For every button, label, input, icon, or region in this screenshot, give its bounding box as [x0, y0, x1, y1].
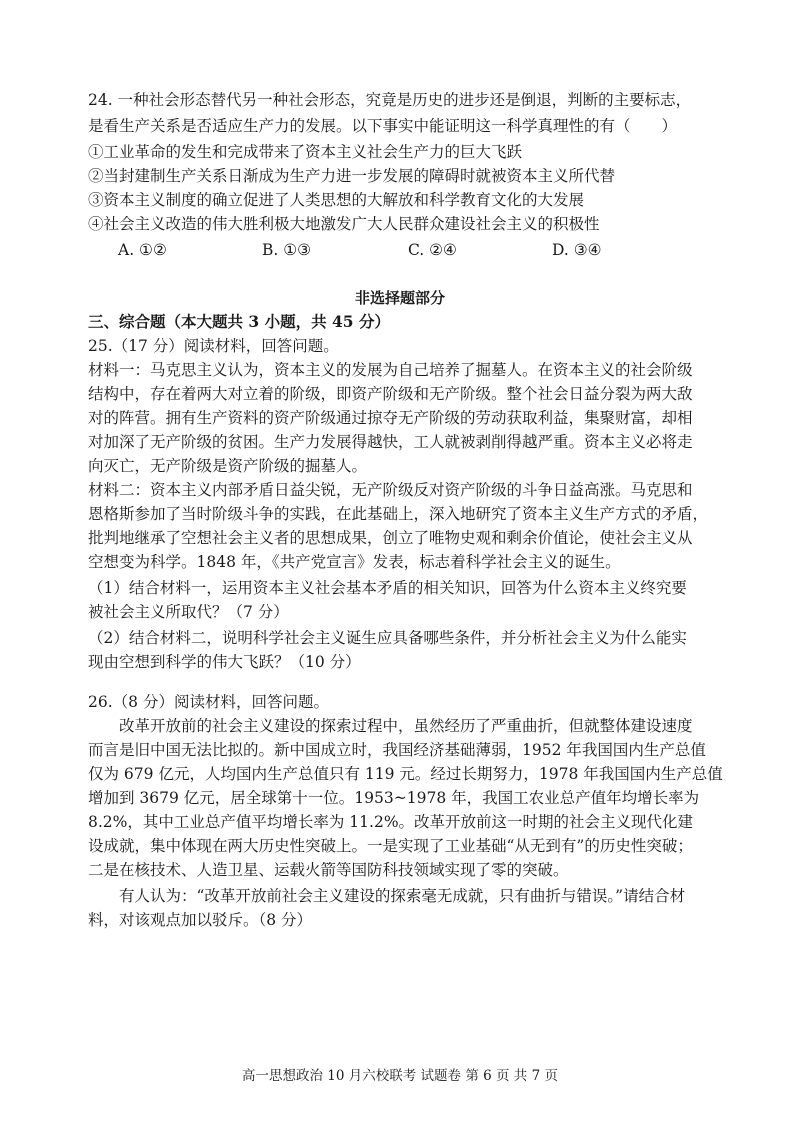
q25-material-1-line-5: 向灭亡，无产阶级是资产阶级的掘墓人。	[88, 457, 368, 475]
q26-material-line-1: 改革开放前的社会主义建设的探索过程中，虽然经历了严重曲折，但就整体建设速度	[88, 717, 693, 735]
q25-material-1-line-3: 对的阵营。拥有生产资料的资产阶级通过掠夺无产阶级的劳动获取利益，集聚财富，却相	[88, 409, 693, 427]
q25-material-2-line-1: 材料二：资本主义内部矛盾日益尖锐，无产阶级反对资产阶级的斗争日益高涨。马克思和	[88, 481, 693, 499]
q26-material-line-3: 仅为 679 亿元，人均国内生产总值只有 119 元。经过长期努力，1978 年我国国内生产总值	[88, 765, 723, 783]
q26-material-line-5: 8.2%，其中工业总产值平均增长率为 11.2%。改革开放前这一时期的社会主义现代化建	[88, 813, 694, 831]
q26-prompt-line-1: 有人认为：“改革开放前社会主义建设的探索毫无成就，只有曲折与错误。”请结合材	[88, 887, 686, 905]
q25-material-2-line-2: 恩格斯参加了当时阶级斗争的实践，在此基础上，深入地研究了资本主义生产方式的矛盾，	[88, 505, 709, 523]
q25-material-2-line-3: 批判地继承了空想社会主义者的思想成果，创立了唯物史观和剩余价值论，使社会主义从	[88, 529, 693, 547]
q25-subquestion-1-line-1: （1）结合材料一，运用资本主义社会基本矛盾的相关知识，回答为什么资本主义终究要	[88, 579, 687, 597]
q25-subquestion-2-line-2: 现由空想到科学的伟大飞跃？（10 分）	[88, 653, 361, 671]
q26-material-line-4: 增加到 3679 亿元，居全球第十一位。1953~1978 年，我国工农业总产值年均增长率为	[88, 789, 700, 807]
q24-option-a: A. ①②	[118, 241, 167, 259]
part-title: 非选择题部分	[354, 289, 445, 307]
q24-option-d: D. ③④	[552, 241, 602, 259]
q25-subquestion-1-line-2: 被社会主义所取代？（7 分）	[88, 603, 289, 621]
q24-option-b: B. ①③	[262, 241, 312, 259]
q26-material-line-7: 二是在核技术、人造卫星、运载火箭等国防科技领域实现了零的突破。	[88, 861, 569, 879]
section-heading: 三、综合题（本大题共 3 小题，共 45 分）	[88, 312, 390, 331]
q24-option-c: C. ②④	[408, 241, 457, 259]
q25-subquestion-2-line-1: （2）结合材料二，说明科学社会主义诞生应具备哪些条件，并分析社会主义为什么能实	[88, 629, 687, 647]
q24-statement-4: ④社会主义改造的伟大胜利极大地激发广大人民群众建设社会主义的积极性	[88, 215, 600, 233]
q26-prompt-line-2: 料，对该观点加以驳斥。（8 分）	[88, 911, 313, 929]
page-footer: 高一思想政治 10 月六校联考 试题卷 第 6 页 共 7 页	[242, 1068, 558, 1084]
q24-statement-3: ③资本主义制度的确立促进了人类思想的大解放和科学教育文化的大发展	[88, 191, 585, 209]
q24-options	[118, 240, 678, 260]
q25-material-1-line-1: 材料一：马克思主义认为，资本主义的发展为自己培养了掘墓人。在资本主义的社会阶级	[88, 361, 693, 379]
q26-material-line-6: 设成就，集中体现在两大历史性突破上。一是实现了工业基础“从无到有”的历史性突破；	[88, 837, 693, 855]
q26-header: 26.（8 分）阅读材料，回答问题。	[88, 693, 329, 711]
q24-stem-line-2: 是看生产关系是否适应生产力的发展。以下事实中能证明这一科学真理性的有（ ）	[88, 117, 678, 135]
q25-material-2-line-4: 空想变为科学。1848 年，《共产党宣言》发表，标志着科学社会主义的诞生。	[88, 553, 621, 571]
q24-statement-2: ②当封建制生产关系日渐成为生产力进一步发展的障碍时就被资本主义所代替	[88, 167, 616, 185]
q24-statement-1: ①工业革命的发生和完成带来了资本主义社会生产力的巨大飞跃	[88, 143, 523, 161]
q25-header: 25.（17 分）阅读材料，回答问题。	[88, 337, 339, 355]
q25-material-1-line-2: 结构中，存在着两大对立着的阶级，即资产阶级和无产阶级。整个社会日益分裂为两大敌	[88, 385, 693, 403]
q25-material-1-line-4: 对加深了无产阶级的贫困。生产力发展得越快，工人就被剥削得越严重。资本主义必将走	[88, 433, 693, 451]
q24-stem-line-1: 24. 一种社会形态替代另一种社会形态，究竟是历史的进步还是倒退，判断的主要标志，	[88, 91, 692, 109]
q26-material-line-2: 而言是旧中国无法比拟的。新中国成立时，我国经济基础薄弱，1952 年我国国内生产总值	[88, 741, 706, 759]
